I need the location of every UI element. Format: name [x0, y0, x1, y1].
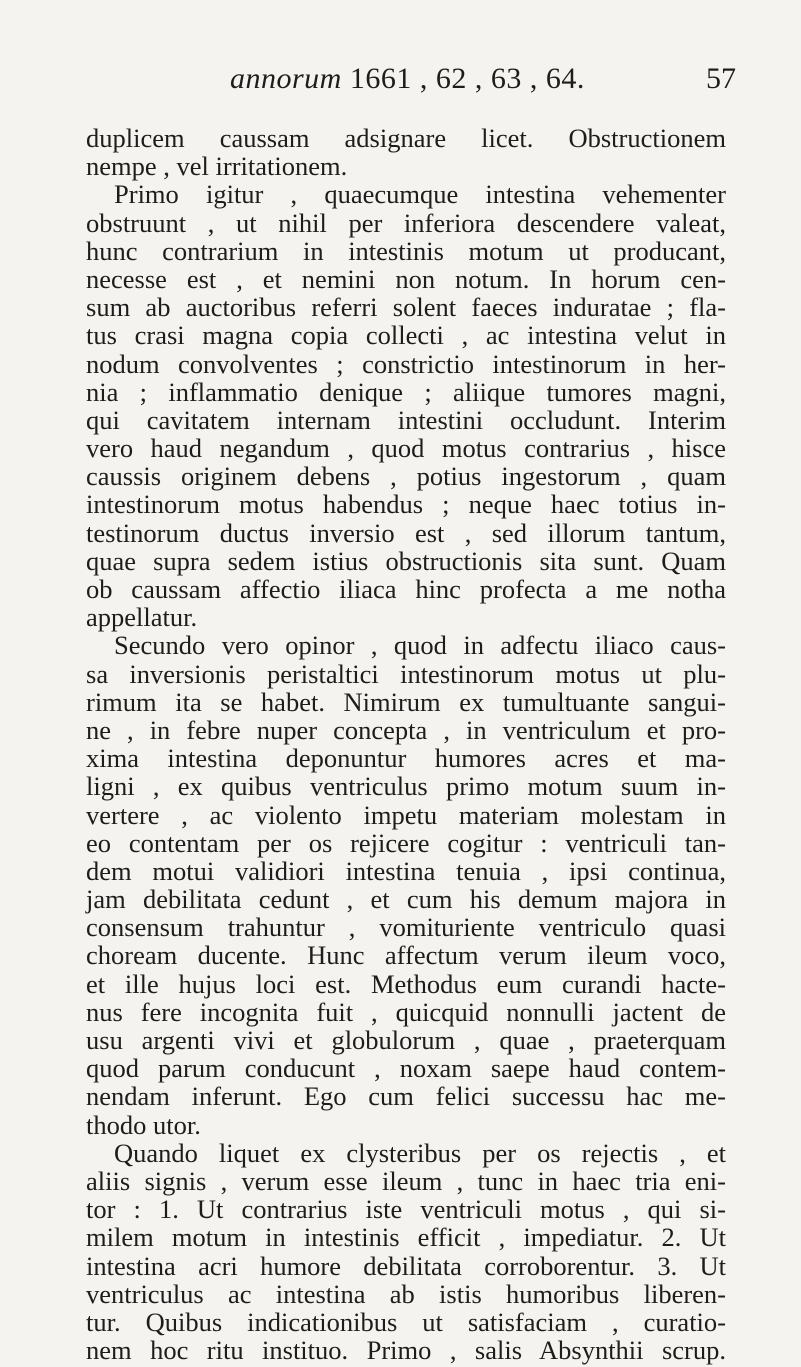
text-line: tur. Quibus indicationibus ut satisfaciam , curatio- [86, 1306, 726, 1337]
text-line: caussis originem debens , potius ingestorum , quam [86, 461, 726, 492]
running-title [230, 62, 585, 96]
text-line: milem motum in intestinis efficit , impediatur. 2. Ut [86, 1222, 726, 1253]
text-line: nodum convolventes ; constrictio intestinorum in her- [86, 348, 726, 379]
text-line: aliis signis , verum esse ileum , tunc in haec tria eni- [86, 1165, 726, 1196]
text-line: xima intestina deponuntur humores acres et ma- [86, 743, 726, 774]
text-line: ne , in febre nuper concepta , in ventriculum et pro- [86, 714, 726, 745]
page-number: 57 [706, 62, 736, 95]
text-line: tor : 1. Ut contrarius iste ventriculi motus , qui si- [86, 1194, 726, 1225]
text-line: consensum trahuntur , vomituriente ventriculo quasi [86, 912, 726, 943]
text-line: testinorum ductus inversio est , sed illorum tantum, [86, 517, 726, 548]
text-line: nempe , vel irritationem. [86, 151, 348, 182]
text-line: nia ; inflammatio denique ; aliique tumores magni, [86, 376, 726, 407]
text-line: obstruunt , ut nihil per inferiora descendere valeat, [86, 207, 726, 238]
text-line: vero haud negandum , quod motus contrarius , hisce [86, 433, 726, 464]
text-line: usu argenti vivi et globulorum , quae , praeterquam [86, 1025, 726, 1055]
text-line: intestinorum motus habendus ; neque haec totius in- [86, 489, 726, 520]
text-line: sa inversionis peristaltici intestinorum motus ut plu- [86, 658, 726, 689]
text-line: Primo igitur , quaecumque intestina vehementer [114, 179, 726, 210]
text-line: sum ab auctoribus referri solent faeces induratae ; fla- [86, 292, 726, 323]
text-line: duplicem caussam adsignare licet. Obstructionem [86, 123, 726, 153]
text-line: nus fere incognita fuit , quicquid nonnulli jactent de [86, 996, 726, 1027]
text-line: ob caussam affectio iliaca hinc profecta a me notha [86, 574, 726, 604]
text-line: et ille hujus loci est. Methodus eum curandi hacte- [86, 968, 726, 999]
text-line: nem hoc ritu instituo. Primo , salis Absynthii scrup. [86, 1335, 726, 1366]
text-line: appellatur. [86, 602, 198, 633]
text-line: ventriculus ac intestina ab istis humoribus liberen- [86, 1278, 726, 1309]
text-line: intestina acri humore debilitata corroborentur. 3. Ut [86, 1250, 726, 1281]
text-line: thodo utor. [86, 1109, 201, 1140]
text-line: qui cavitatem internam intestini occludunt. Interim [86, 404, 726, 435]
text-line: dem motui validiori intestina tenuia , ipsi continua, [86, 855, 726, 886]
text-line: ligni , ex quibus ventriculus primo motum suum in- [86, 771, 726, 802]
text-line: hunc contrarium in intestinis motum ut producant, [86, 235, 726, 266]
body-text [86, 124, 726, 1364]
text-line: eo contentam per os rejicere cogitur : ventriculi tan- [86, 827, 726, 858]
text-line: quod parum conducunt , noxam saepe haud contem- [86, 1053, 726, 1084]
running-title-italic: annorum [230, 62, 342, 95]
running-title-years: 1661 , 62 , 63 , 64. [341, 62, 585, 95]
text-line: jam debilitata cedunt , et cum his demum majora in [86, 884, 726, 915]
text-line: rimum ita se habet. Nimirum ex tumultuante sangui- [86, 686, 726, 717]
text-line: tus crasi magna copia collecti , ac intestina velut in [86, 320, 726, 351]
text-line: nendam inferunt. Ego cum felici successu hac me- [86, 1081, 726, 1112]
text-line: choream ducente. Hunc affectum verum ileum voco, [86, 940, 726, 971]
text-line: Secundo vero opinor , quod in adfectu iliaco caus- [114, 630, 726, 661]
running-head [0, 62, 801, 102]
text-line: Quando liquet ex clysteribus per os rejectis , et [114, 1137, 726, 1168]
text-line: necesse est , et nemini non notum. In horum cen- [86, 263, 726, 294]
text-line: vertere , ac violento impetu materiam molestam in [86, 799, 726, 830]
text-line: quae supra sedem istius obstructionis sita sunt. Quam [86, 545, 726, 576]
